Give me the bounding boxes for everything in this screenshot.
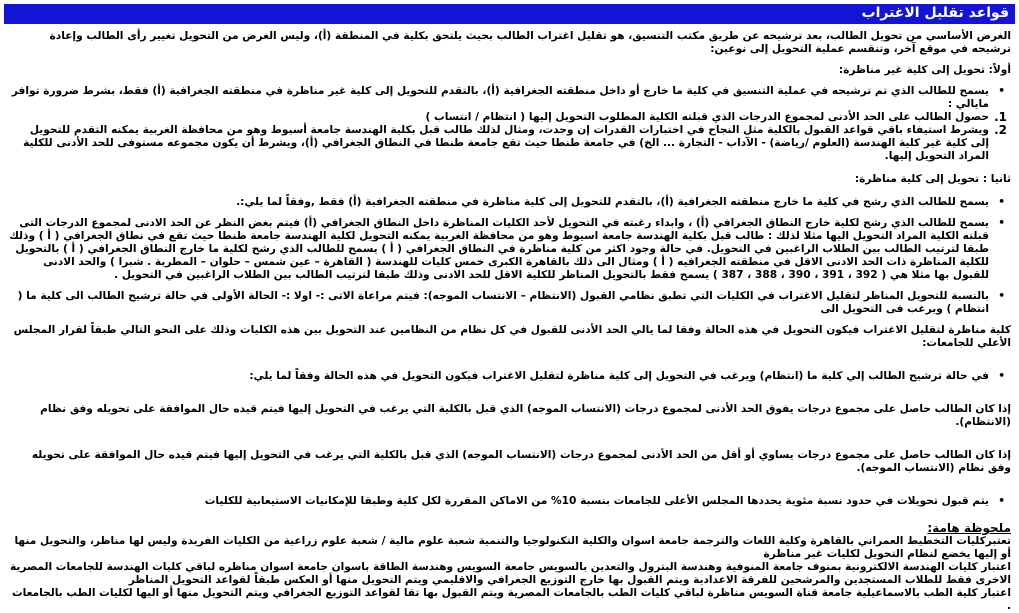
bullet3-text: بالنسبة للتحويل المناظر لتقليل الاغتراب في الكليات التي تطبق نظامي القبول (الانتظام – الانتساب الموجه): فيتم مراعاة الاتى :-: [315, 290, 989, 302]
section1-heading: أولاً: تحويل إلى كلية غير مناظرة:: [838, 64, 1011, 76]
section2-bullet-3: [8, 290, 1011, 316]
item-text: ويشرط استيفاء باقي قواعد القبول بالكلية مثل النجاح في اختبارات القدرات إن وجدت، ومثال لذلك طالب قبل بكلية الهندسة جامعة أسيوط وهو من محافظة الغربية يمكنه التقدم للتحويل إلى كلية غير كلية الهندسة (العلوم /رياضة) - الآداب - التجارة ... الخ) في جامعة طنطا حيث تقع جامعة طنطا في النطاق الجغرافي (أ)، ويشرط أن يكون مجموعه مستوفى للحد الأدنى للكلية المراد التحويل إليها.: [23, 124, 989, 162]
intro-paragraph: الغرض الأساسي من تحويل الطالب، بعد ترشيحه عن طريق مكتب التنسيق، هو تقليل اغتراب الطالب بحيث يلتحق بكلية في المنطقة (أ)، وليس الغرض من التحويل تغيير رأى الطالب وإعادة ترشيحه في موقع آخر، وتنقسم عملية التحويل إلى نوعين:: [49, 30, 1011, 55]
section1-item: [8, 111, 1011, 124]
section1-item: [8, 124, 1011, 163]
page-title: قواعد تقليل الاغتراب: [861, 5, 1009, 21]
section2-heading: ثانيا : تحويل إلى كلية مناظرة:: [854, 173, 1011, 185]
condition-paragraph-2: إذا كان الطالب حاصل على مجموع درجات يساوي أو أقل من الحد الأدنى لمجموع درجات (الانتساب الموجه) الذي قبل بالكلية التي يرغب في التحويل إليها فيتم قيده حال الموافقة على تحويله وفق نظام (الانتساب الموجه).: [31, 449, 1011, 474]
section2-bullet-4: • في حالة ترشيح الطالب إلي كلية ما (انتظام) ويرغب في التحويل إلى كلية مناظرة لتقليل الاغتراب فيكون التحويل في هذه الحالة وفقاً لما يلي:: [8, 370, 1011, 383]
section2-bullet-2: • يسمح للطالب الذي رشح لكلية خارج النطاق الجغرافي (أ) ، وابداء رغبته في التحويل لأحد الكليات المناظرة داخل النطاق الجغرافي (أ) فيتم بغض النظر عن الحد الادنى لمجموع الدرجات التى قبلته الكلية المراد التحويل اليها مثلا لذلك : طالب قبل بكلية الهندسة جامعة اسيوط وهو من محافظة الغربية يمكنه التحويل لكلية الهندسة جامعة طنطا حيث تقع في نطاق الجغرافي ( أ ) وذلك طبقا لترتيب الطالب بين الطلاب الراغبين في التحويل. في حالة وجود اكثر من كلية مناظرة في النطاق الجغرافي ( أ ) يسمح للطالب الذي رشح لكلية ما خارج النطاق الجغرافي ( أ ) بالتحويل للكلية المناظرة ذات الحد الادنى الاقل في منطقته الجغرافيه ( أ ) ومثال الى ذلك بالقاهرة الكبرى خمس كليات للهندسة ( القاهرة – عين شمس – حلوان – المطرية . شبرا ) والحد الادنى للقبول بها مثلا هي ( 392 ، 391 ، 390 ، 388 ، 387 ) يسمح فقط بالتحويل المناظر للكلية الاقل للحد الادنى وذلك طبقا لترتيب الطالب بين الطلاب الراغبين في التحويل .: [8, 217, 1011, 282]
section2-bullet-5: • يتم قبول تحويلات في حدود نسبة مئوية يحددها المجلس الأعلى للجامعات بنسبة 10% من الاماكن المقررة لكل كلية وطبقا للإمكانيات الاستيعابية للكليات: [8, 495, 1011, 508]
section2-continuation: كلية مناظرة لتقليل الاغتراب فيكون التحويل في هذه الحالة وفقا لما يالي الحد الأدنى للقبول في كل نظام من النظامين عند التحويل بين هذه الكليات وذلك على النحو التالي طبقاً لقرار المجلس الأعلي للجامعات:: [13, 324, 1011, 349]
section1-bullet: • يسمح للطالب الذي تم ترشيحه في عملية التنسيق في كلية ما خارج أو داخل منطقته الجغرافية (أ)، بالتقدم للتحويل إلى كلية غير مناظرة في منطقته الجغرافية (أ) فقط، بشرط ضرورة توافر مايالي :: [8, 85, 1011, 111]
item-number: 1.: [994, 110, 1007, 124]
notes-title: ملحوظة هامة:: [927, 521, 1011, 535]
item-number: 2.: [994, 123, 1007, 137]
note-line: اعتبار كلية الطب بالاسماعيلية جامعة قناة السويس مناظرة لباقي كليات الطب بالجامعات المصرية ويتم القبول بها تقا لقواعد التوزيع الجغرافي ويتم التحويل منها أو اليها لكليات الطب بالجامعات .: [11, 587, 1011, 612]
section2-bullet-1: • يسمح للطالب الذي رشح في كلية ما خارج منطقته الجغرافية (أ)، بالتقدم للتحويل إلى كلية مناظرة في منطقته الجغرافية (أ) فقط ,وفقاً لما يلي:.: [8, 196, 1011, 209]
bullet3-case: اولا :- الحالة الأولى في حالة ترشيح الطالب الى كلية ما ( انتظام ) ويرغب فى التحويل الى: [17, 290, 989, 315]
title-bar: [4, 4, 1015, 24]
note-line: تعتبركليات التخطيط العمراني بالقاهرة وكلية اللغات والترجمة جامعة اسوان والكلية التكنولوجيا والتنمية شعبة علوم مالية / شعبة علوم زراعية من الكليات الفريدة وليس لها مناظر، والتحويل منها أو إليها يخضع لنظام التحويل لكليات غير مناظرة: [14, 535, 1011, 560]
item-text: حصول الطالب على الحد الأدنى لمجموع الدرجات الذي قبلته الكلية المطلوب التحويل إليها ( انتظام / انتساب ): [425, 111, 989, 123]
condition-paragraph-1: إذا كان الطالب حاصل على مجموع درجات يفوق الحد الأدنى لمجموع درجات (الانتساب الموجه) الذي قبل بالكلية التي يرغب في التحويل إليها فيتم قيده حال الموافقة على تحويله وفق نظام (الانتظام).: [40, 403, 1011, 428]
note-line: اعتبار كليات الهندسة الالكترونية بمنوف جامعة المنوفية وهندسة البترول والتعدين بالسويس جامعة السويس وهندسة الطاقة باسوان جامعة اسوان مناظره لباقي كليات الهندسة للجامعات المصرية الاخرى فقط للطلاب المستجدين والمرشحين للفرقة الاعدادية ويتم القبول بها خارج التوزيع الجغرافي والاقليمي ويتم التحويل منها أو العكس طبقاً لقواعد التحويل المناظر: [9, 561, 1011, 586]
document-body: [8, 30, 1011, 613]
